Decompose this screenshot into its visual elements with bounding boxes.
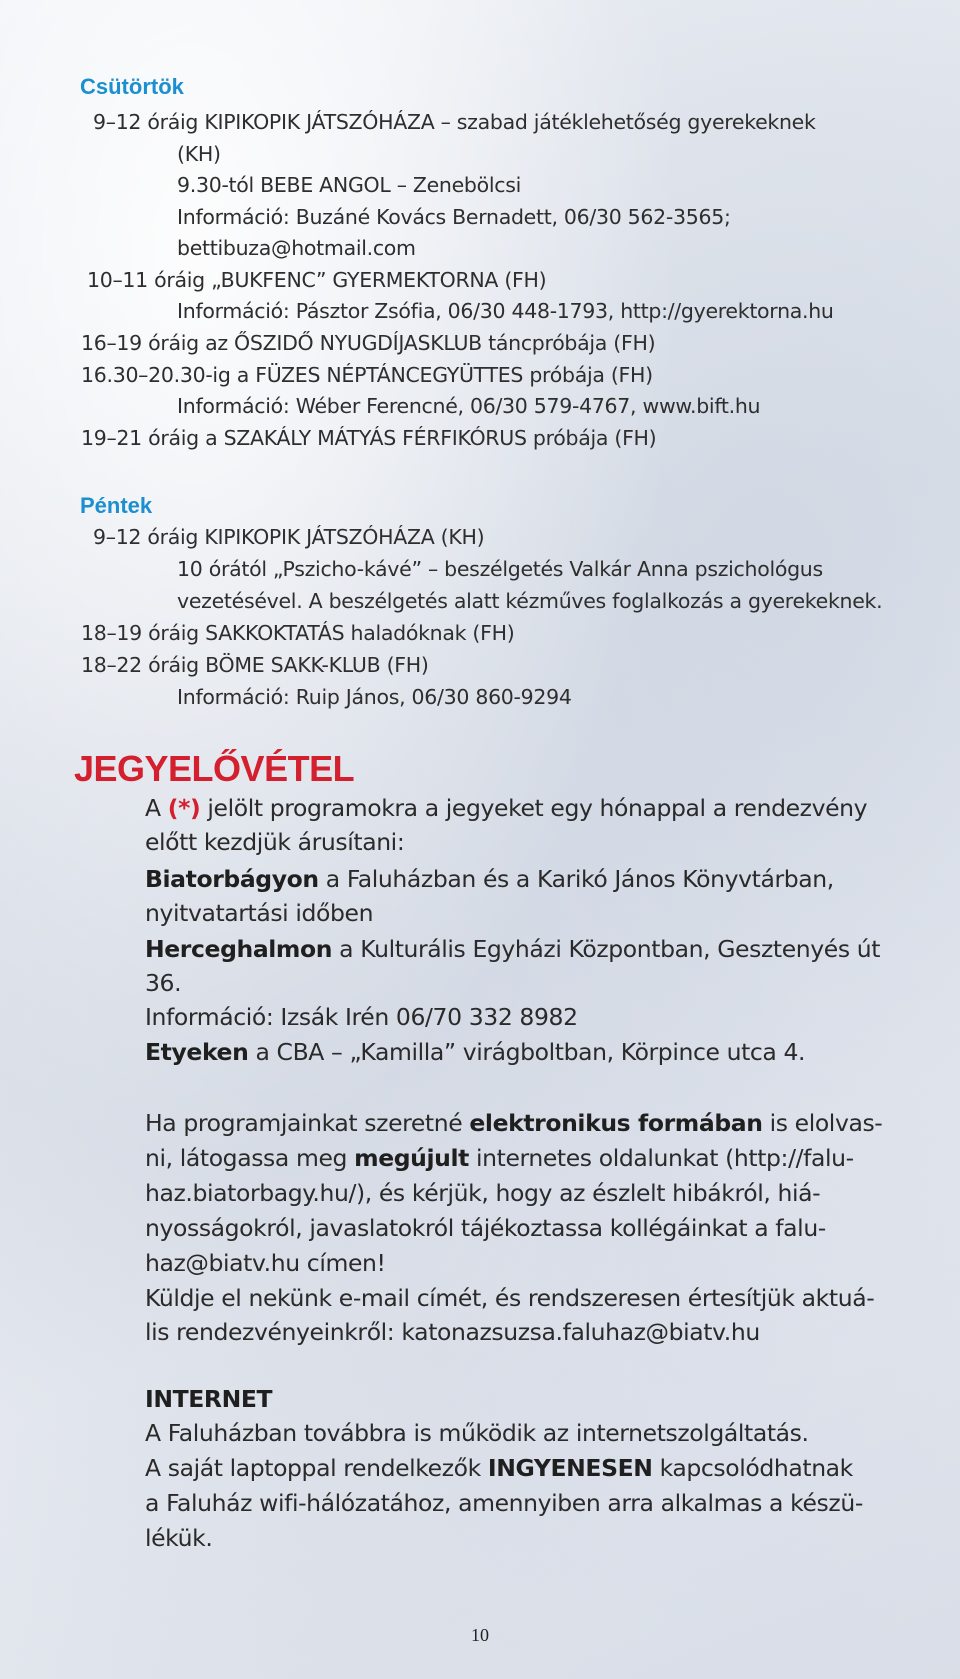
schedule-line: 16.30–20.30-ig a FÜZES NÉPTÁNCEGYÜTTES próbája (FH): [81, 363, 653, 387]
schedule-line: 9–12 óráig KIPIKOPIK JÁTSZÓHÁZA (KH): [93, 525, 485, 549]
schedule-line: 18–22 óráig BÖME SAKK-KLUB (FH): [81, 653, 429, 677]
tickets-text: 36.: [145, 969, 182, 997]
tickets-heading: JEGYELŐVÉTEL: [74, 748, 355, 789]
schedule-line: Információ: Buzáné Kovács Bernadett, 06/30 562-3565;: [177, 205, 731, 229]
internet-heading: INTERNET: [145, 1385, 273, 1413]
schedule-line: 9.30-tól BEBE ANGOL – Zenebölcsi: [177, 173, 522, 197]
tickets-text: A (*) jelölt programokra a jegyeket egy hónappal a rendezvény: [145, 794, 868, 822]
asterisk-mark: (*): [167, 794, 201, 822]
tickets-text: Biatorbágyon a Faluházban és a Karikó János Könyvtárban,: [145, 865, 834, 893]
internet-text: lékük.: [145, 1524, 213, 1552]
online-text: nyosságokról, javaslatokról tájékoztassa kollégáinkat a falu-: [145, 1214, 826, 1242]
schedule-line: (KH): [177, 142, 221, 166]
schedule-line: Információ: Ruip János, 06/30 860-9294: [177, 685, 572, 709]
page-number: 10: [471, 1625, 489, 1645]
tickets-text: előtt kezdjük árusítani:: [145, 828, 405, 856]
schedule-line: bettibuza@hotmail.com: [177, 236, 416, 260]
schedule-line: 16–19 óráig az ŐSZIDŐ NYUGDÍJASKLUB táncpróbája (FH): [81, 331, 656, 355]
internet-text: A saját laptoppal rendelkezők INGYENESEN kapcsolódhatnak: [145, 1454, 853, 1482]
schedule-line: vezetésével. A beszélgetés alatt kézműves foglalkozás a gyerekeknek.: [177, 589, 883, 613]
tickets-text: Etyeken a CBA – „Kamilla” virágboltban, Körpince utca 4.: [145, 1038, 806, 1066]
online-text: haz@biatv.hu címen!: [145, 1249, 386, 1277]
schedule-line: 19–21 óráig a SZAKÁLY MÁTYÁS FÉRFIKÓRUS próbája (FH): [81, 426, 657, 450]
online-text: haz.biatorbagy.hu/), és kérjük, hogy az észlelt hibákról, hiá-: [145, 1179, 821, 1207]
online-text: ni, látogassa meg megújult internetes oldalunkat (http://falu-: [145, 1144, 854, 1172]
online-text: Ha programjainkat szeretné elektronikus formában is elolvas-: [145, 1109, 883, 1137]
tickets-text: Herceghalmon a Kulturális Egyházi Központban, Gesztenyés út: [145, 935, 881, 963]
online-text: Küldje el nekünk e-mail címét, és rendszeresen értesítjük aktuá-: [145, 1284, 875, 1312]
internet-text: A Faluházban továbbra is működik az internetszolgáltatás.: [145, 1419, 809, 1447]
schedule-line: 9–12 óráig KIPIKOPIK JÁTSZÓHÁZA – szabad játéklehetőség gyerekeknek: [93, 110, 816, 134]
tickets-text: Információ: Izsák Irén 06/70 332 8982: [145, 1003, 578, 1031]
friday-heading: Péntek: [80, 493, 153, 518]
schedule-line: Információ: Pásztor Zsófia, 06/30 448-1793, http://gyerektorna.hu: [177, 299, 834, 323]
internet-text: a Faluház wifi-hálózatához, amennyiben arra alkalmas a készü-: [145, 1489, 863, 1517]
tickets-text: nyitvatartási időben: [145, 899, 374, 927]
schedule-line: 18–19 óráig SAKKOKTATÁS haladóknak (FH): [81, 621, 515, 645]
thursday-heading: Csütörtök: [80, 74, 184, 99]
schedule-line: 10 órától „Pszicho-kávé” – beszélgetés Valkár Anna pszichológus: [177, 557, 823, 581]
online-text: lis rendezvényeinkről: katonazsuzsa.faluhaz@biatv.hu: [145, 1318, 760, 1346]
schedule-line: Információ: Wéber Ferencné, 06/30 579-4767, www.bift.hu: [177, 394, 761, 418]
schedule-line: 10–11 óráig „BUKFENC” GYERMEKTORNA (FH): [87, 268, 547, 292]
